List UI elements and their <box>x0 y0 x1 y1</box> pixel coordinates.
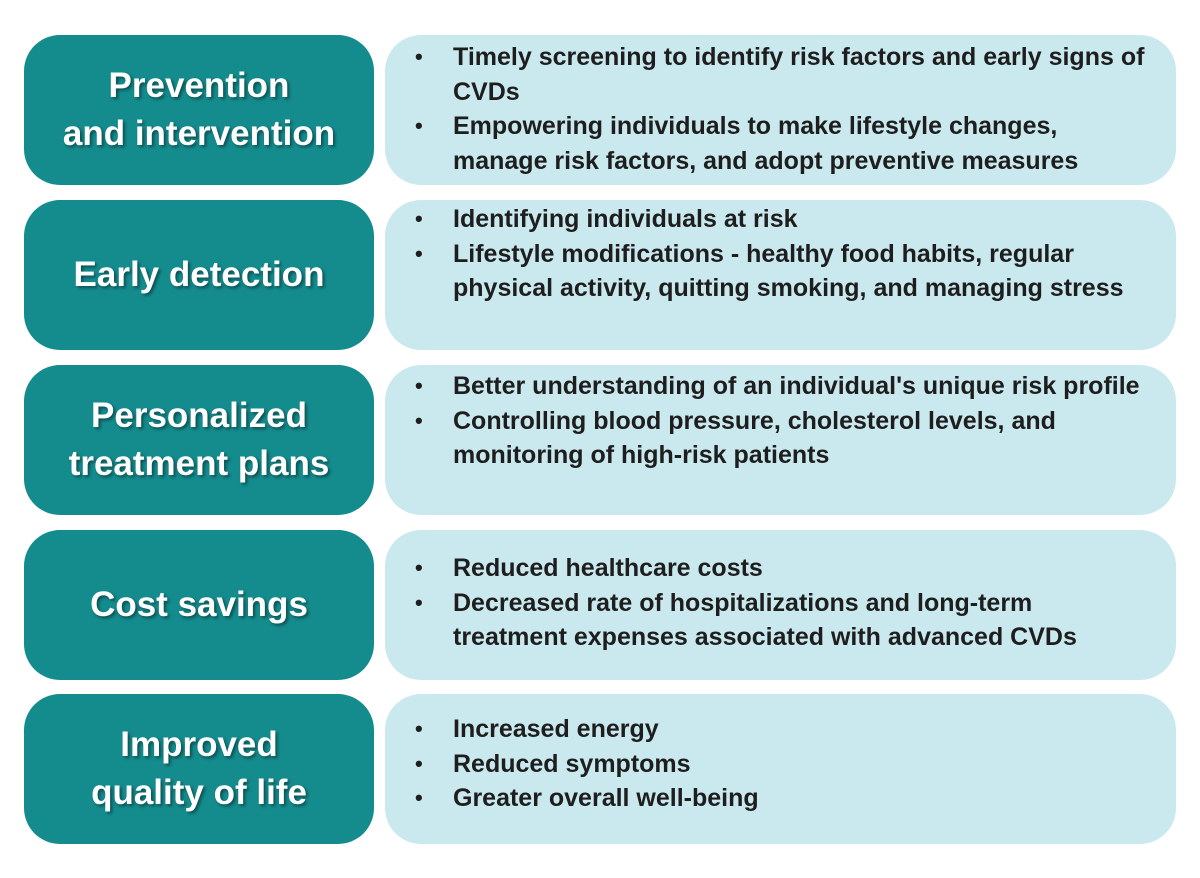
benefit-label: Early detection <box>73 255 325 294</box>
benefit-details-box <box>385 530 1176 680</box>
benefit-label-box <box>24 365 374 515</box>
bullet-text: Better understanding of an individual's unique risk profile <box>453 372 1140 400</box>
bullet-text: Empowering individuals to make lifestyle changes, manage risk factors, and adopt preventive measures <box>453 112 1079 175</box>
benefit-label-box <box>24 530 374 680</box>
bullet-dot-icon: • <box>415 750 423 776</box>
bullet-text: Timely screening to identify risk factors and early signs of CVDs <box>453 43 1145 106</box>
benefit-label: Personalized treatment plans <box>68 396 330 483</box>
benefit-row-prevention <box>24 35 1176 185</box>
benefit-row-cost-savings <box>24 530 1176 680</box>
benefit-bullet-list <box>409 202 1146 306</box>
bullet-text: Greater overall well-being <box>453 784 759 812</box>
bullet-dot-icon: • <box>415 206 423 231</box>
bullet-dot-icon: • <box>415 716 423 741</box>
bullet-item <box>409 202 1146 237</box>
bullet-item <box>409 712 1146 747</box>
bullet-text: Controlling blood pressure, cholesterol levels, and monitoring of high-risk patients <box>453 406 1056 469</box>
bullet-dot-icon: • <box>415 407 423 433</box>
bullet-dot-icon: • <box>415 113 423 138</box>
bullet-dot-icon: • <box>415 589 423 615</box>
bullet-item <box>409 404 1146 473</box>
bullet-text: Identifying individuals at risk <box>453 205 798 233</box>
benefit-bullet-list <box>409 712 1146 816</box>
benefit-row-quality-of-life <box>24 694 1176 844</box>
bullet-item <box>409 586 1146 655</box>
benefit-label-box <box>24 694 374 844</box>
benefit-label-box <box>24 200 374 350</box>
bullet-dot-icon: • <box>415 785 423 810</box>
bullet-text: Increased energy <box>453 715 659 743</box>
bullet-item <box>409 747 1146 782</box>
benefit-details-box <box>385 200 1176 350</box>
bullet-text: Reduced symptoms <box>453 749 691 778</box>
bullet-dot-icon: • <box>415 240 423 266</box>
bullet-dot-icon: • <box>415 555 423 580</box>
bullet-dot-icon: • <box>415 373 423 398</box>
benefit-details-box <box>385 365 1176 515</box>
benefit-label: Cost savings <box>90 585 308 624</box>
bullet-item <box>409 40 1146 109</box>
benefit-label-box <box>24 35 374 185</box>
bullet-item <box>409 551 1146 586</box>
bullet-item <box>409 109 1146 178</box>
benefit-row-personalized-treatment <box>24 365 1176 515</box>
benefit-label: Prevention and intervention <box>62 66 336 153</box>
benefit-row-early-detection <box>24 200 1176 350</box>
benefit-details-box <box>385 35 1176 185</box>
bullet-text: Reduced healthcare costs <box>453 554 763 582</box>
benefit-bullet-list <box>409 551 1146 655</box>
benefit-label: Improved quality of life <box>91 725 307 812</box>
bullet-item <box>409 781 1146 816</box>
bullet-item <box>409 369 1146 404</box>
bullet-text: Decreased rate of hospitalizations and long-term treatment expenses associated with advanced CVDs <box>453 588 1077 651</box>
benefit-bullet-list <box>409 40 1146 178</box>
bullet-dot-icon: • <box>415 44 423 69</box>
benefit-bullet-list <box>409 369 1146 473</box>
bullet-text: Lifestyle modifications - healthy food habits, regular physical activity, quitting smoking, and managing stress <box>453 239 1124 302</box>
benefit-details-box <box>385 694 1176 844</box>
bullet-item <box>409 237 1146 306</box>
